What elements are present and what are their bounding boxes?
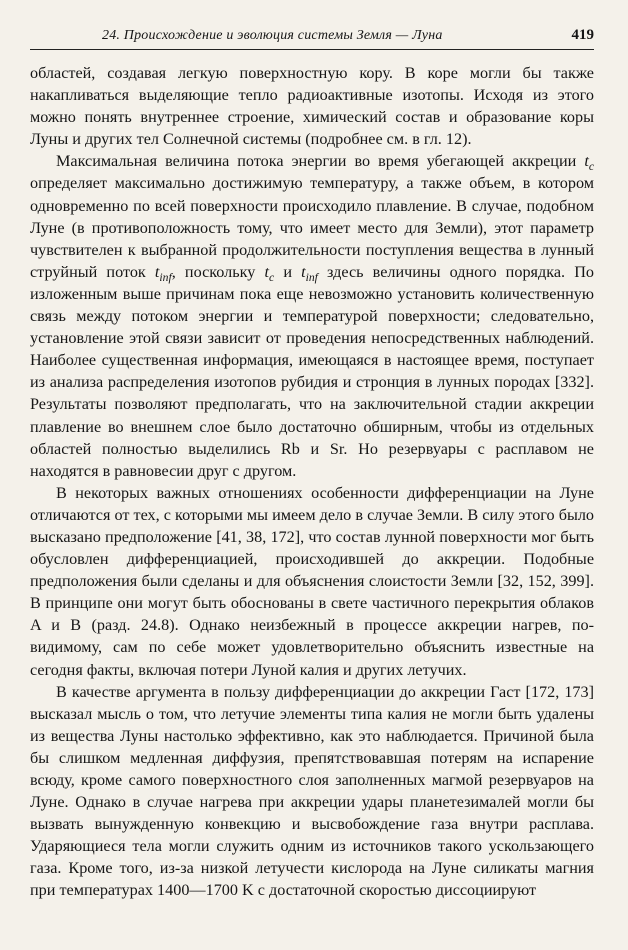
paragraph [30,150,594,481]
math-subscript: c [269,271,275,285]
math-variable: t [301,262,306,281]
text-run: и [274,262,302,281]
text-run: здесь величины одного порядка. По изложенным выше причинам пока еще невозможно установить количественную связь между потоком энергии и температурой поверхности; следовательно, установление этой связи зависит от проведения непосредственных наблюдений. Наиболее существенная информация, имеющаяся в настоящее время, поступает из анализа распределения изотопов рубидия и стронция в лунных породах [332]. Результаты позволяют предполагать, что на заключительной стадии аккреции плавление во внешнем слое было достаточно обширным, чтобы из отдельных областей полностью выделились Rb и Sr. Но резервуары с расплавом не находятся в равновесии друг с другом. [30,262,594,480]
math-subscript: c [588,160,594,174]
running-head: 24. Происхождение и эволюция системы Земля — Луна [102,28,443,43]
text-run: В некоторых важных отношениях особенности дифференциации на Луне отличаются от тех, с которыми мы имеем дело в случае Земли. В силу этого было высказано предположение [41, 38, 172], что состав лунной поверхности мог быть обусловлен дифференциацией, происходившей до аккреции. Подобные предположения были сделаны и для объяснения слоистости Земли [32, 152, 399]. В принципе они могут быть обоснованы в свете частичного перекрытия облаков A и B (разд. 24.8). Однако неизбежный в процессе аккреции нагрев, по-видимому, сам по себе может удовлетворительно объяснить известные на сегодня факты, включая потери Луной калия и других летучих. [30,483,594,679]
math-variable: t [154,262,160,281]
page-header [30,26,594,50]
text-run: областей, создавая легкую поверхностную кору. В коре могли бы также накапливаться выделяющие тепло радиоактивные изотопы. Исходя из этого можно понять внутреннее строение, химический состав и образование коры Луны и других тел Солнечной системы (подробнее см. в гл. 12). [30,64,594,149]
paragraph [30,482,594,681]
math-subscript: inf [159,271,172,285]
math-subscript: inf [305,271,318,285]
text-run: Максимальная величина потока энергии во время убегающей аккреции [56,152,585,171]
paragraph [30,681,594,902]
page-number: 419 [571,27,594,43]
text-run: В качестве аргумента в пользу дифференциации до аккреции Гаст [172, 173] высказал мысль о том, что летучие элементы типа калия не могли быть удалены из вещества Луны настолько эффективно, как это наблюдается. Причиной была бы слишком медленная диффузия, препятствовавшая потерям на испарение всюду, кроме самого поверхностного слоя заполненных магмой резервуаров на Луне. Однако в случае нагрева при аккреции удары планетезималей могли бы вызвать вынужденную конвекцию и высвобождение газа внутри расплава. Ударяющиеся тела могли служить одним из источников такого ускользающего газа. Кроме того, из-за низкой летучести кислорода на Луне силикаты магния при температурах 1400—1700 K с достаточной скоростью диссоциируют [30,682,594,900]
body-text [30,62,594,902]
math-variable: t [264,262,269,281]
math-variable: t [584,152,589,171]
paragraph [30,62,594,150]
text-run: определяет максимально достижимую температуру, а также объем, в котором одновременно по всей поверхности происходило плавление. В случае, подобном Луне (в противоположность тому, что имеет место для Земли), этот параметр чувствителен к выбранной продолжительности поступления вещества в лунный струйный поток [30,174,594,281]
text-run: , поскольку [171,262,265,281]
